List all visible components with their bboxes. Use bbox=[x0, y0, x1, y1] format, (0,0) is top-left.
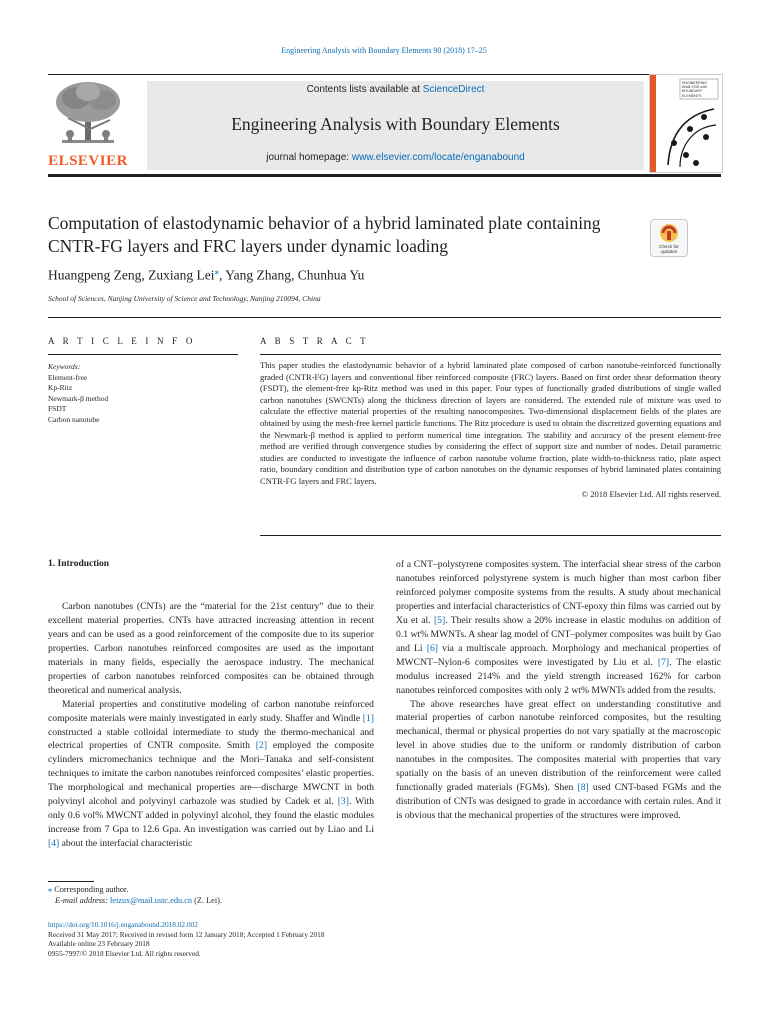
keywords-block bbox=[48, 354, 238, 425]
doi-link[interactable]: https://doi.org/10.1016/j.enganabound.2018.02.002 bbox=[48, 920, 198, 929]
reference-link[interactable]: [3] bbox=[337, 796, 349, 808]
reference-link[interactable]: [6] bbox=[426, 642, 438, 654]
contents-prefix: Contents lists available at bbox=[306, 84, 423, 95]
abstract-block bbox=[260, 354, 721, 500]
publication-info bbox=[48, 920, 324, 959]
elsevier-logo bbox=[48, 78, 140, 170]
body-paragraph: of a CNT–polystyrene composites system. The interfacial shear stress of the carbon nanotubes reinforced polystyrene system is much higher than most carbon fiber reinforced polymer composite systems from the results. A study about mechanical properties and interfacial characteristics of CNT-epoxy thin films was carried out by Xu et al. [5]. Their results show a 20% increase in elastic modulus on addition of 0.1 wt% MWNTs. A shear lag model of CNT–polymer composites was built by Gao and Li [6] via a multiscale approach. Morphology and mechanical properties of MWCNT–Nylon-6 composites were investigated by Liu et al. [7]. The elastic modulus increased 214% and the yield strength increased 162% for carbon nanotubes reinforced composites with only 2 wt% MWNTs added from the results. bbox=[396, 559, 722, 696]
info-top-rule bbox=[48, 317, 721, 318]
corresponding-author-note: ⁎ Corresponding author. bbox=[48, 885, 129, 894]
sciencedirect-link[interactable]: ScienceDirect bbox=[422, 84, 485, 95]
check-for-updates-button[interactable] bbox=[650, 219, 688, 257]
affiliation: School of Sciences, Nanjing University of Science and Technology, Nanjing 210094, China bbox=[48, 294, 321, 303]
homepage-prefix: journal homepage: bbox=[266, 152, 352, 163]
abstract-bottom-rule bbox=[260, 535, 721, 536]
keyword-item: Newmark-β method bbox=[48, 393, 109, 403]
keyword-item: Element-free bbox=[48, 372, 88, 382]
reference-link[interactable]: [8] bbox=[577, 782, 589, 794]
body-right-column bbox=[396, 558, 721, 823]
cover-title: ENGINEERING ANALYSIS with BOUNDARY ELEMENTS bbox=[682, 81, 708, 98]
body-left-column bbox=[48, 558, 374, 851]
abstract-text: This paper studies the elastodynamic behavior of a hybrid laminated plate composed of carbon nanotube-reinforced functionally graded (CNTR-FG) layers and conventional fiber reinforced composite (FRC) layers. Based on first order shear deformation theory (FSDT), the element-free kp-Ritz method was used in this paper. Four types of functionally graded distributions of single walled carbon nanotubes (SWCNTs) along the thickness direction of layers are considered. The extended rule of mixture was used to calculate the effective material properties of the resulting nanocomposites. Two-dimensional displacement fields of the plates are obtained by using the mesh-free kernel particle functions. The Ritz procedure is used to obtain the discretized governing equations and the Newmark-β method is applied to perform numerical time integration. The stability and accuracy of the present element-free method are verified through convergence studies by considering the effect of support size and number of nodes. Detail parametric studies are conducted to investigate the influence of carbon nanotube volume fraction, plate width-to-thickness ratio, plate aspect ratio, boundary condition and distribution type of carbon nanotubes on the dynamic responses of hybrid laminated plates containing CNTR-FG layers and FRC layers. bbox=[260, 360, 721, 486]
abstract-copyright: © 2018 Elsevier Ltd. All rights reserved. bbox=[581, 488, 721, 499]
journal-title: Engineering Analysis with Boundary Elements bbox=[231, 114, 560, 134]
contents-line bbox=[147, 84, 644, 95]
author-list bbox=[48, 266, 364, 284]
elsevier-tree-icon bbox=[48, 78, 128, 150]
journal-banner bbox=[147, 81, 644, 170]
authors-first: Huangpeng Zeng, Zuxiang Lei bbox=[48, 267, 215, 283]
article-title: Computation of elastodynamic behavior of a hybrid laminated plate containing CNTR-FG layers and FRC layers under dynamic loading bbox=[48, 213, 601, 256]
keyword-item: Carbon nanotube bbox=[48, 414, 100, 424]
elsevier-wordmark: ELSEVIER bbox=[48, 153, 128, 169]
abstract-heading: A B S T R A C T bbox=[260, 336, 369, 346]
check-updates-label: Check for updates bbox=[659, 244, 679, 254]
header-top-rule bbox=[48, 74, 721, 75]
received-dates: Received 31 May 2017; Received in revised form 12 January 2018; Accepted 1 February 2018 bbox=[48, 929, 325, 939]
footnote bbox=[48, 884, 222, 906]
check-updates-icon bbox=[657, 223, 681, 243]
header-bottom-rule bbox=[48, 174, 721, 177]
keyword-item: FSDT bbox=[48, 404, 67, 413]
footnote-rule bbox=[48, 881, 94, 882]
email-note: E-mail address: leizux@mail.ustc.edu.cn (Z. Lei). bbox=[55, 896, 223, 906]
author-email-link[interactable]: leizux@mail.ustc.edu.cn bbox=[110, 896, 193, 906]
journal-cover-image bbox=[649, 74, 723, 173]
reference-link[interactable]: [2] bbox=[255, 740, 268, 752]
reference-link[interactable]: [7] bbox=[657, 656, 670, 668]
keywords-heading: Keywords: bbox=[48, 362, 81, 371]
keyword-item: Kp-Ritz bbox=[48, 383, 73, 392]
body-paragraph: The above researches have great effect on understanding constitutive and material properties of carbon nanotube reinforced composites, but the resulting mechanical, thermal or physical properties do not vary spatially at the macroscopic level in above studies due to the uniform or randomly distribution of carbon nanotubes in the composites. The composites material with properties that vary spatially on the basis of an uneven distribution of the reinforcement were called functionally graded materials (FGMs). Shen [8] used CNT-based FGMs and the distribution of CNTs was designed to grade in accordance with certain rules. And it is obvious that the mechanical properties of the structures were improved. bbox=[396, 698, 721, 822]
corresponding-author-link[interactable]: ⁎ bbox=[214, 266, 219, 276]
reference-link[interactable]: [1] bbox=[362, 712, 374, 724]
issn-copyright: 0955-7997/© 2018 Elsevier Ltd. All rights reserved. bbox=[48, 949, 201, 959]
homepage-line bbox=[147, 152, 644, 163]
reference-link[interactable]: [5] bbox=[433, 614, 446, 626]
journal-homepage-link[interactable]: www.elsevier.com/locate/enganabound bbox=[351, 152, 525, 163]
available-online-date: Available online 23 February 2018 bbox=[48, 939, 150, 949]
authors-rest: , Yang Zhang, Chunhua Yu bbox=[218, 267, 365, 283]
body-paragraph: Material properties and constitutive modeling of carbon nanotube reinforced composite materials were mainly investigated in early study. Shaffer and Windle [1] constructed a stable colloidal intermediate to study the thermo-mechanical and electrical properties of CNTR composite. Smith [2] employed the composite cylinders micromechanics technique and the Mori–Tanaka and self-consistent techniques to imitate the carbon nanotubes reinforced composites’ elastic properties. The morphological and mechanical properties are—discharge MWCNT in both polyvinyl alcohol and polyvinyl carbazole was studied by Cadek et al. [3]. With only 0.6 vol% MWCNT added in polyvinyl alcohol, they found the elastic modules increase from 7 Gpa to 12.6 Gpa. An investigation was carried out by Liao and Li [4] about the interfacial characteristic bbox=[48, 698, 375, 850]
journal-citation-link[interactable]: Engineering Analysis with Boundary Elements 90 (2018) 17–25 bbox=[281, 46, 487, 55]
article-info-heading: A R T I C L E I N F O bbox=[48, 336, 196, 346]
body-paragraph: Carbon nanotubes (CNTs) are the “material for the 21st century” due to their excellent material properties. CNTs have attracted increasing attention in recent years and can be used as a good reinforcement of the composite due to its superior properties. Carbon nanotubes reinforced composites are used as the important materials in many fields, especially the aerospace industry. The mechanical properties of carbon nanotubes reinforced composites can be obtained through theoretical and numerical analysis. bbox=[48, 600, 374, 696]
section-heading-introduction: 1. Introduction bbox=[48, 559, 110, 569]
reference-link[interactable]: [4] bbox=[48, 838, 60, 850]
